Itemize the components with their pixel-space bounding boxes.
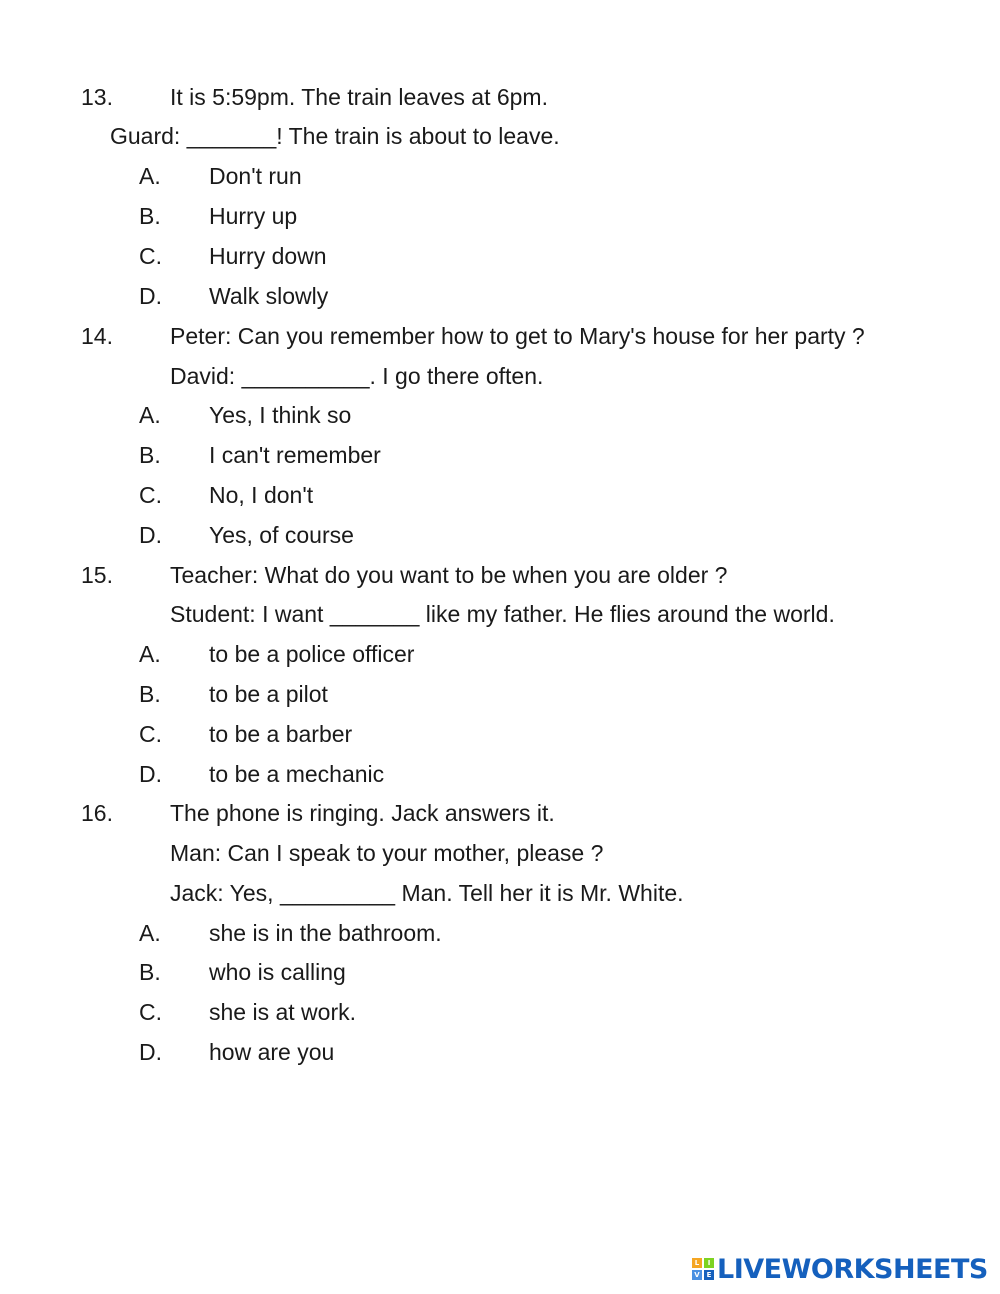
option-letter: B. [139, 442, 161, 468]
question-number: 16. [81, 800, 113, 826]
option-text: how are you [209, 1039, 335, 1065]
liveworksheets-logo [692, 1254, 988, 1284]
option-letter: C. [139, 482, 162, 508]
option-text: she is in the bathroom. [209, 920, 442, 946]
option-text: Hurry up [209, 203, 298, 229]
option-letter: B. [139, 959, 161, 985]
question-text: Peter: Can you remember how to get to Mary's house for her party ? [170, 323, 865, 349]
option-text: I can't remember [209, 442, 381, 468]
question-text: The phone is ringing. Jack answers it. [170, 800, 555, 826]
option-letter: C. [139, 721, 162, 747]
option-letter: B. [139, 681, 161, 707]
option-letter: C. [139, 243, 162, 269]
option-letter: B. [139, 203, 161, 229]
question-text: David: __________. I go there often. [170, 363, 544, 389]
option-text: who is calling [209, 959, 346, 985]
option-text: to be a police officer [209, 641, 415, 667]
question-text: Teacher: What do you want to be when you are older ? [170, 562, 728, 588]
option-letter: A. [139, 920, 161, 946]
option-text: Walk slowly [209, 283, 329, 309]
question-text: Jack: Yes, _________ Man. Tell her it is Mr. White. [170, 880, 684, 906]
option-text: she is at work. [209, 999, 356, 1025]
option-letter: D. [139, 522, 162, 548]
option-letter: D. [139, 1039, 162, 1065]
question-number: 14. [81, 323, 113, 349]
option-letter: A. [139, 163, 161, 189]
liveworksheets-logo-icon: L I V E [692, 1258, 714, 1280]
question-text: It is 5:59pm. The train leaves at 6pm. [170, 84, 548, 110]
question-number: 13. [81, 84, 113, 110]
option-letter: A. [139, 402, 161, 428]
question-number: 15. [81, 562, 113, 588]
option-letter: D. [139, 761, 162, 787]
question-text: Man: Can I speak to your mother, please ? [170, 840, 604, 866]
option-text: to be a pilot [209, 681, 328, 707]
option-letter: D. [139, 283, 162, 309]
option-text: No, I don't [209, 482, 314, 508]
option-text: to be a barber [209, 721, 353, 747]
option-letter: A. [139, 641, 161, 667]
option-text: to be a mechanic [209, 761, 385, 787]
option-text: Yes, of course [209, 522, 354, 548]
liveworksheets-logo-text: LIVEWORKSHEETS [717, 1253, 988, 1285]
question-text: Guard: _______! The train is about to leave. [110, 123, 560, 149]
option-text: Yes, I think so [209, 402, 352, 428]
option-text: Hurry down [209, 243, 327, 269]
option-letter: C. [139, 999, 162, 1025]
question-text: Student: I want _______ like my father. He flies around the world. [170, 601, 835, 627]
option-text: Don't run [209, 163, 302, 189]
